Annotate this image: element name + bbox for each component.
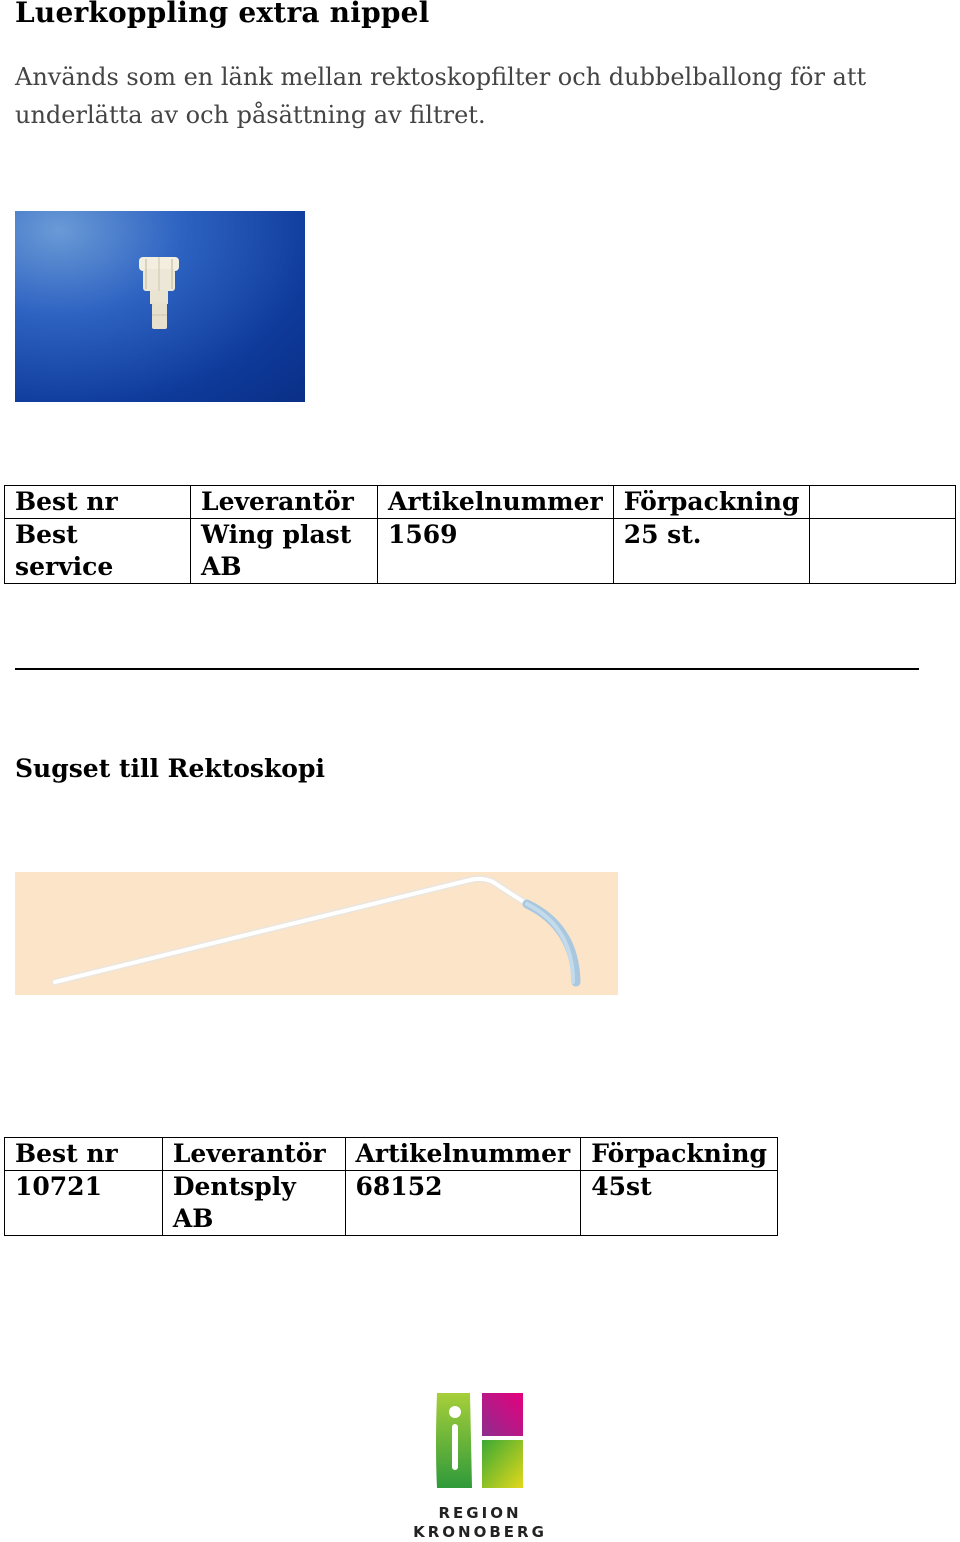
region-kronoberg-logo [410,1388,550,1542]
cell-forpackning: 25 st. [613,519,810,584]
luer-coupling-photo [15,211,305,402]
product-table-sugset [4,1137,778,1236]
cell-leverantor: Dentsply AB [162,1171,345,1236]
cell-best-nr: Best service [5,519,191,584]
product-description: Används som en länk mellan rektoskopfilter och dubbelballong för att underlätta av och påsättning av filtret. [15,63,867,129]
suction-set-photo [15,872,618,995]
cell-artikelnummer: 1569 [378,519,614,584]
cell-best-nr: 10721 [5,1171,163,1236]
table-row [5,519,956,584]
header-empty [810,486,956,519]
section-title-sugset: Sugset till Rektoskopi [15,754,325,783]
header-leverantor: Leverantör [191,486,378,519]
logo-text-region: REGION [438,1504,522,1522]
table-header-row [5,486,956,519]
cell-forpackning: 45st [581,1171,778,1236]
header-forpackning: Förpackning [613,486,810,519]
suction-tube-icon [15,872,618,995]
section-title-luerkoppling: Luerkoppling extra nippel [15,0,430,29]
product-table-luerkoppling [4,485,956,584]
kronoberg-emblem-icon [410,1388,550,1492]
section-divider [15,668,919,670]
table-header-row [5,1138,778,1171]
header-artikelnummer: Artikelnummer [345,1138,581,1171]
logo-text-kronoberg: KRONOBERG [413,1523,547,1541]
header-best-nr: Best nr [5,1138,163,1171]
cell-artikelnummer: 68152 [345,1171,581,1236]
header-best-nr: Best nr [5,486,191,519]
header-artikelnummer: Artikelnummer [378,486,614,519]
table-row [5,1171,778,1236]
header-forpackning: Förpackning [581,1138,778,1171]
cell-empty [810,519,956,584]
luer-coupling-icon [15,211,305,402]
header-leverantor: Leverantör [162,1138,345,1171]
cell-leverantor: Wing plast AB [191,519,378,584]
